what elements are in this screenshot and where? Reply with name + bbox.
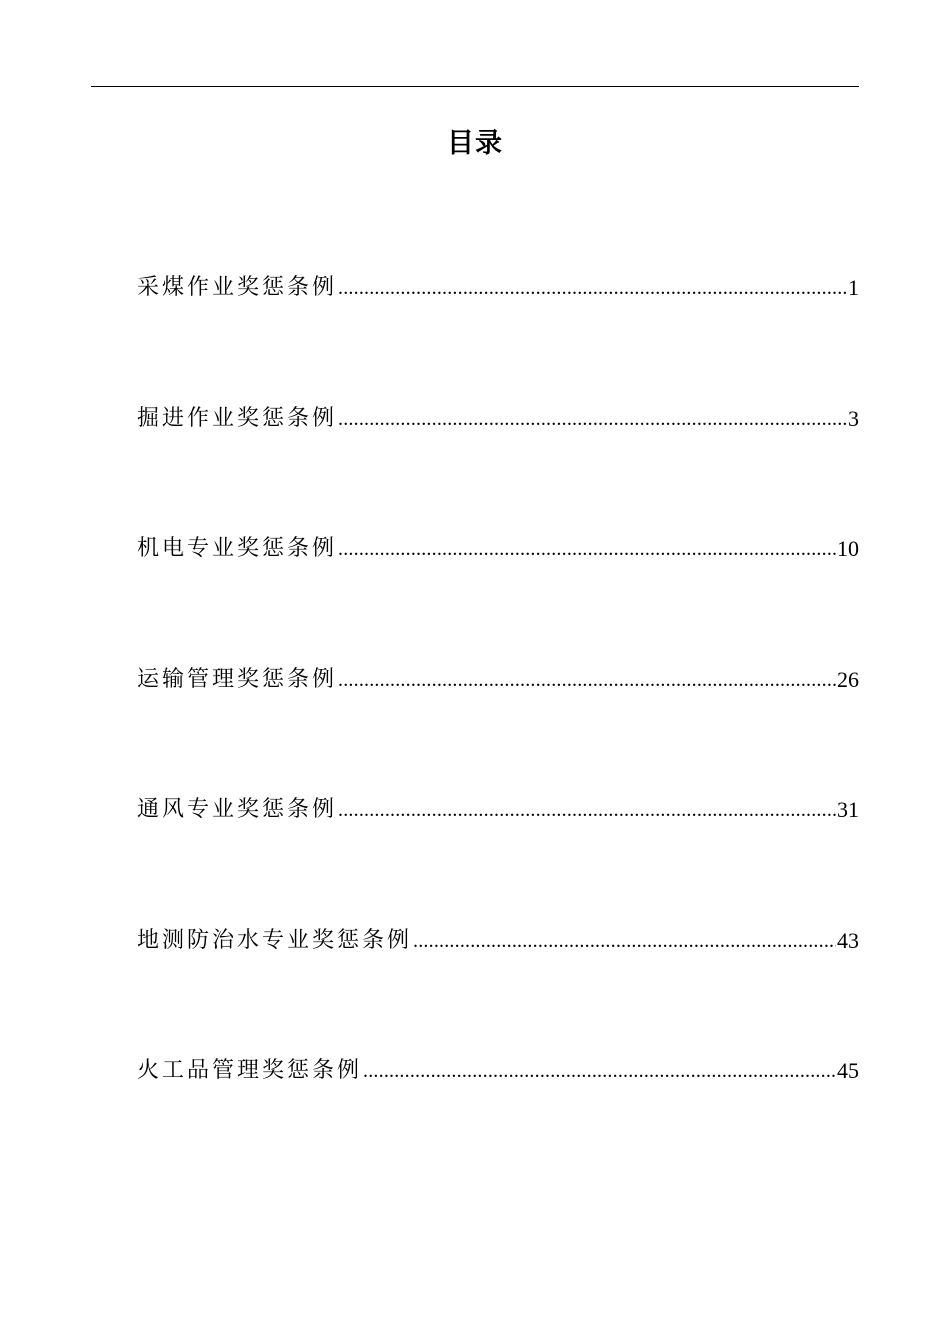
toc-dot-leader [338, 270, 847, 306]
toc-entry-page: 3 [848, 405, 859, 431]
toc-entry[interactable] [137, 401, 859, 437]
toc-entry[interactable] [137, 662, 859, 698]
toc-title: 目录 [447, 128, 503, 159]
toc-dot-leader [363, 1053, 836, 1089]
toc-entry-label: 火工品管理奖惩条例 [137, 1058, 363, 1083]
toc-entry[interactable] [137, 792, 859, 828]
toc-dot-leader [338, 792, 836, 828]
toc-entry-label: 掘进作业奖惩条例 [137, 405, 338, 431]
toc-entry-label: 地测防治水专业奖惩条例 [137, 927, 413, 953]
toc-entry[interactable] [137, 270, 859, 306]
toc-entry-page: 1 [848, 275, 859, 300]
toc-entry[interactable] [137, 531, 859, 567]
toc-entry-label: 采煤作业奖惩条例 [137, 275, 338, 300]
toc-entry-page: 43 [837, 927, 859, 953]
toc-entry-page: 10 [837, 536, 859, 561]
toc-entry-page: 31 [837, 797, 859, 822]
toc-entry-page: 45 [837, 1058, 859, 1083]
toc-entry-label: 运输管理奖惩条例 [137, 666, 338, 692]
toc-entry-page: 26 [837, 666, 859, 692]
toc-dot-leader [338, 531, 836, 567]
toc-entry-label: 机电专业奖惩条例 [137, 536, 338, 561]
toc-dot-leader [413, 923, 836, 959]
toc-entry-label: 通风专业奖惩条例 [137, 797, 338, 822]
header-rule [91, 86, 859, 87]
toc-list [137, 270, 859, 1184]
toc-dot-leader [338, 662, 836, 698]
toc-dot-leader [338, 401, 847, 437]
toc-entry[interactable] [137, 1053, 859, 1089]
toc-entry[interactable] [137, 923, 859, 959]
